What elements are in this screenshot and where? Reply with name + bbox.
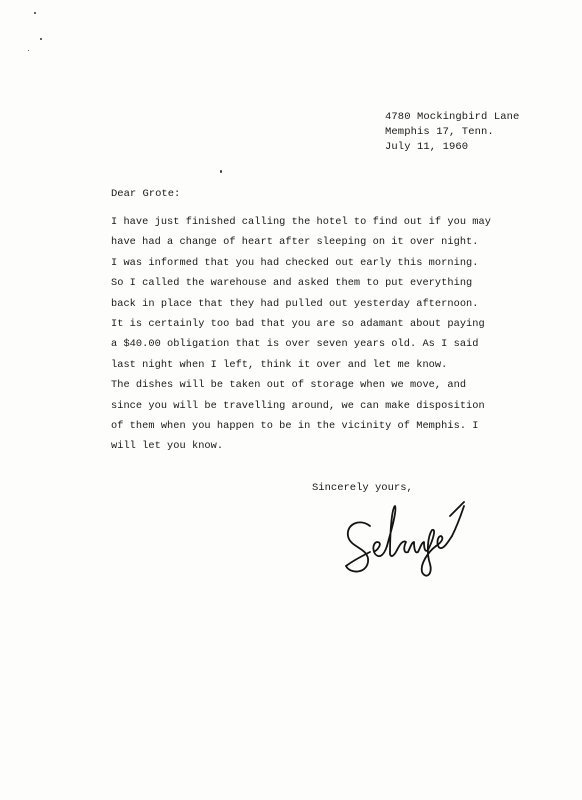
body-line: will let you know. <box>111 440 224 453</box>
sender-address-block <box>385 110 519 155</box>
body-line: So I called the warehouse and asked them to put everything <box>111 277 473 290</box>
letter-date: July 11, 1960 <box>385 141 469 153</box>
body-line: I was informed that you had checked out early this morning. <box>111 256 479 269</box>
ink-speck <box>40 38 42 40</box>
ink-speck <box>220 170 222 173</box>
ink-speck <box>28 50 29 51</box>
ink-speck <box>34 12 36 14</box>
salutation: Dear Grote: <box>111 188 181 200</box>
body-line: It is certainly too bad that you are so adamant about paying <box>111 318 485 331</box>
body-line: a $40.00 obligation that is over seven years old. As I said <box>111 338 479 351</box>
body-line: since you will be travelling around, we can make disposition <box>111 399 485 412</box>
handwritten-signature <box>340 478 470 583</box>
body-line: The dishes will be taken out of storage when we move, and <box>111 379 467 392</box>
closing: Sincerely yours, <box>312 482 413 494</box>
body-line: have had a change of heart after sleeping on it over night. <box>111 236 479 249</box>
letter-body <box>111 212 541 457</box>
body-line: I have just finished calling the hotel to find out if you may <box>111 216 491 228</box>
body-line: of them when you happen to be in the vicinity of Memphis. I <box>111 420 479 433</box>
address-street: 4780 Mockingbird Lane <box>385 111 520 123</box>
address-city: Memphis 17, Tenn. <box>385 126 494 138</box>
body-line: back in place that they had pulled out yesterday afternoon. <box>111 297 479 310</box>
body-line: last night when I left, think it over and let me know. <box>111 358 448 371</box>
